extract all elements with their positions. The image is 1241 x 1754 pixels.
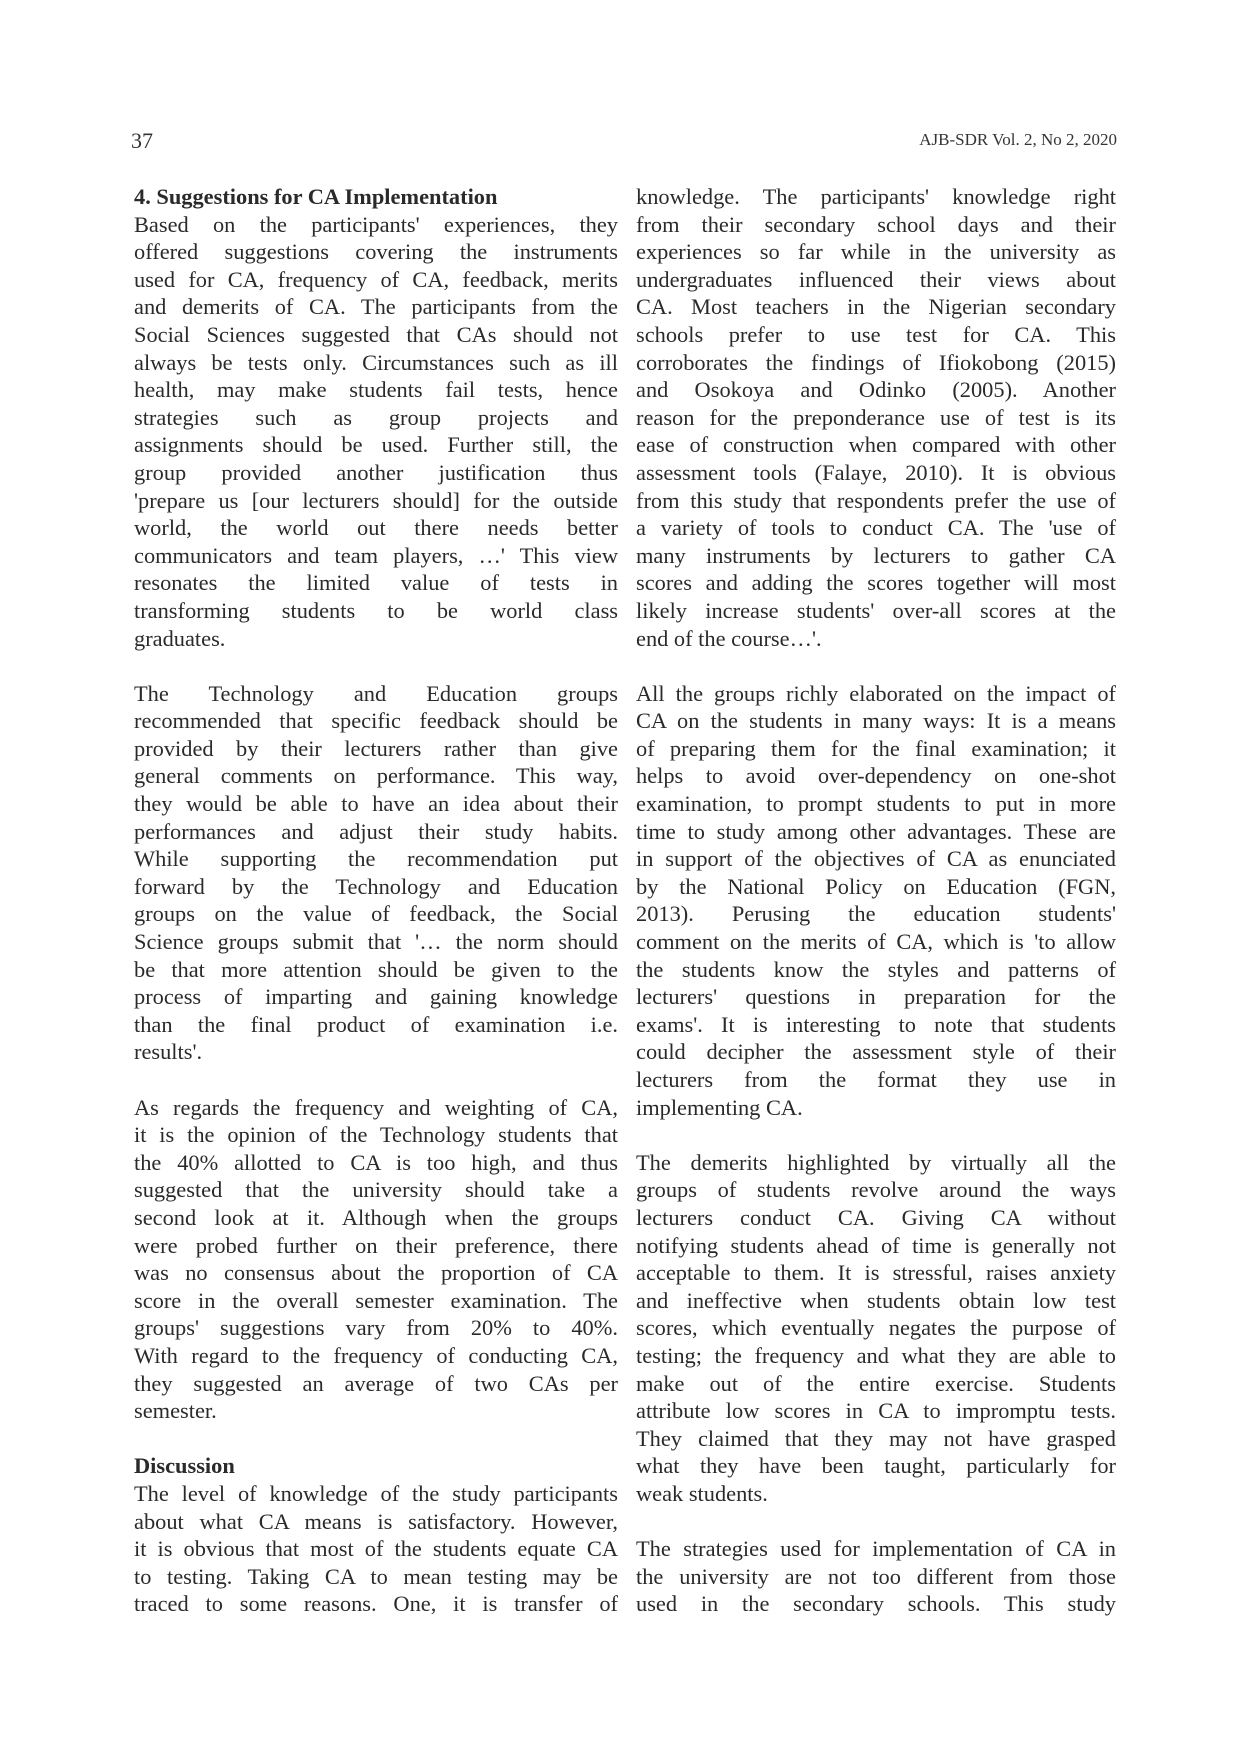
text-line: helps to avoid over-dependency on one-shot — [636, 763, 1116, 789]
text-line: from this study that respondents prefer the use of — [636, 487, 1116, 513]
text-line: suggested that the university should take a — [134, 1177, 618, 1203]
text-line: groups of students revolve around the ways — [636, 1177, 1116, 1203]
paragraph-gap — [636, 652, 1116, 680]
text-line: semester. — [134, 1398, 217, 1424]
text-line: Science groups submit that '… the norm should — [134, 929, 618, 955]
text-line: They claimed that they may not have grasped — [636, 1425, 1116, 1451]
text-line: be that more attention should be given to the — [134, 956, 618, 982]
text-line: provided by their lecturers rather than give — [134, 735, 618, 761]
text-line: the 40% allotted to CA is too high, and thus — [134, 1149, 618, 1175]
text-line: lecturers' questions in preparation for the — [636, 984, 1116, 1010]
paragraph-gap — [636, 1121, 1116, 1149]
text-line: the university are not too different from those — [636, 1563, 1116, 1589]
text-line: general comments on performance. This way, — [134, 763, 618, 789]
text-line: performances and adjust their study habits. — [134, 818, 618, 844]
text-line: a variety of tools to conduct CA. The 'use of — [636, 515, 1116, 541]
left-column — [134, 183, 618, 1618]
text-line: used for CA, frequency of CA, feedback, merits — [134, 266, 618, 292]
text-line: reason for the preponderance use of test is its — [636, 404, 1116, 430]
text-line: forward by the Technology and Education — [134, 873, 618, 899]
text-line: in support of the objectives of CA as enunciated — [636, 846, 1116, 872]
text-line: scores and adding the scores together will most — [636, 570, 1116, 596]
text-line: graduates. — [134, 625, 226, 651]
text-line: they would be able to have an idea about their — [134, 791, 618, 817]
text-line: All the groups richly elaborated on the impact of — [636, 680, 1116, 706]
text-line: time to study among other advantages. These are — [636, 818, 1116, 844]
text-line: and ineffective when students obtain low test — [636, 1287, 1116, 1313]
text-line: The strategies used for implementation of CA in — [636, 1536, 1116, 1562]
text-line: recommended that specific feedback should be — [134, 708, 618, 734]
text-line: than the final product of examination i.e. — [134, 1011, 618, 1037]
text-line: While supporting the recommendation put — [134, 846, 618, 872]
text-line: groups' suggestions vary from 20% to 40%. — [134, 1315, 618, 1341]
text-line: CA on the students in many ways: It is a means — [636, 708, 1116, 734]
text-line: undergraduates influenced their views about — [636, 266, 1116, 292]
text-line: ease of construction when compared with other — [636, 432, 1116, 458]
text-line: implementing CA. — [636, 1094, 803, 1120]
text-line: 'prepare us [our lecturers should] for the outside — [134, 487, 618, 513]
text-line: Social Sciences suggested that CAs should not — [134, 321, 618, 347]
right-column — [636, 183, 1116, 1618]
text-line: The demerits highlighted by virtually all the — [636, 1149, 1116, 1175]
paragraph-gap — [134, 1066, 618, 1094]
text-line: communicators and team players, …' This view — [134, 542, 618, 568]
text-line: likely increase students' over-all scores at the — [636, 597, 1116, 623]
text-line: comment on the merits of CA, which is 'to allow — [636, 929, 1116, 955]
text-line: score in the overall semester examination. The — [134, 1287, 618, 1313]
text-line: Based on the participants' experiences, they — [134, 211, 618, 237]
text-line: resonates the limited value of tests in — [134, 570, 618, 596]
text-line: was no consensus about the proportion of CA — [134, 1260, 618, 1286]
text-line: used in the secondary schools. This study — [636, 1591, 1116, 1617]
text-line: second look at it. Although when the groups — [134, 1204, 618, 1230]
text-line: it is the opinion of the Technology students that — [134, 1122, 618, 1148]
text-line: what they have been taught, particularly for — [636, 1453, 1116, 1479]
text-line: acceptable to them. It is stressful, raises anxiety — [636, 1260, 1116, 1286]
text-line: group provided another justification thus — [134, 459, 618, 485]
text-line: by the National Policy on Education (FGN, — [636, 873, 1116, 899]
text-line: to testing. Taking CA to mean testing may be — [134, 1563, 618, 1589]
paragraph-gap — [134, 1425, 618, 1453]
text-line: were probed further on their preference, there — [134, 1232, 618, 1258]
text-line: many instruments by lecturers to gather CA — [636, 542, 1116, 568]
text-line: weak students. — [636, 1480, 768, 1506]
text-line: it is obvious that most of the students equate CA — [134, 1536, 618, 1562]
paragraph-gap — [134, 652, 618, 680]
text-line: assessment tools (Falaye, 2010). It is obvious — [636, 459, 1116, 485]
text-line: end of the course…'. — [636, 625, 822, 651]
text-line: the students know the styles and patterns of — [636, 956, 1116, 982]
text-line: CA. Most teachers in the Nigerian secondary — [636, 294, 1116, 320]
running-head: AJB-SDR Vol. 2, No 2, 2020 — [919, 130, 1117, 149]
text-line: results'. — [134, 1039, 203, 1065]
text-line: and Osokoya and Odinko (2005). Another — [636, 377, 1116, 403]
text-line: traced to some reasons. One, it is transfer of — [134, 1591, 618, 1617]
text-line: strategies such as group projects and — [134, 404, 618, 430]
text-line: attribute low scores in CA to impromptu tests. — [636, 1398, 1116, 1424]
text-line: world, the world out there needs better — [134, 515, 618, 541]
text-line: they suggested an average of two CAs per — [134, 1370, 618, 1396]
text-line: The level of knowledge of the study participants — [134, 1480, 618, 1506]
text-line: schools prefer to use test for CA. This — [636, 321, 1116, 347]
text-line: 2013). Perusing the education students' — [636, 901, 1116, 927]
text-line: scores, which eventually negates the purpose of — [636, 1315, 1116, 1341]
text-line: make out of the entire exercise. Students — [636, 1370, 1116, 1396]
text-line: lecturers conduct CA. Giving CA without — [636, 1204, 1116, 1230]
text-line: experiences so far while in the university as — [636, 239, 1116, 265]
text-line: assignments should be used. Further still, the — [134, 432, 618, 458]
text-line: and demerits of CA. The participants from the — [134, 294, 618, 320]
text-line: knowledge. The participants' knowledge right — [636, 184, 1116, 209]
text-line: groups on the value of feedback, the Social — [134, 901, 618, 927]
paragraph-gap — [636, 1508, 1116, 1536]
text-line: could decipher the assessment style of their — [636, 1039, 1116, 1065]
text-line: about what CA means is satisfactory. However, — [134, 1508, 618, 1534]
text-line: notifying students ahead of time is generally not — [636, 1232, 1116, 1258]
text-line: from their secondary school days and their — [636, 211, 1116, 237]
text-line: As regards the frequency and weighting of CA, — [134, 1094, 618, 1120]
page-number: 37 — [131, 128, 153, 153]
section-heading: Discussion — [134, 1453, 235, 1479]
text-line: process of imparting and gaining knowledge — [134, 984, 618, 1010]
section-heading: 4. Suggestions for CA Implementation — [134, 184, 498, 209]
text-line: With regard to the frequency of conducting CA, — [134, 1342, 618, 1368]
text-line: lecturers from the format they use in — [636, 1067, 1116, 1092]
text-line: corroborates the findings of Ifiokobong (2015) — [636, 349, 1116, 375]
text-line: testing; the frequency and what they are able to — [636, 1342, 1116, 1368]
text-line: exams'. It is interesting to note that students — [636, 1011, 1116, 1037]
text-line: of preparing them for the final examination; it — [636, 735, 1116, 761]
text-line: The Technology and Education groups — [134, 680, 618, 706]
text-line: offered suggestions covering the instruments — [134, 239, 618, 265]
text-line: always be tests only. Circumstances such as ill — [134, 349, 618, 375]
text-line: examination, to prompt students to put in more — [636, 791, 1116, 817]
text-line: transforming students to be world class — [134, 597, 618, 623]
text-line: health, may make students fail tests, hence — [134, 377, 618, 403]
